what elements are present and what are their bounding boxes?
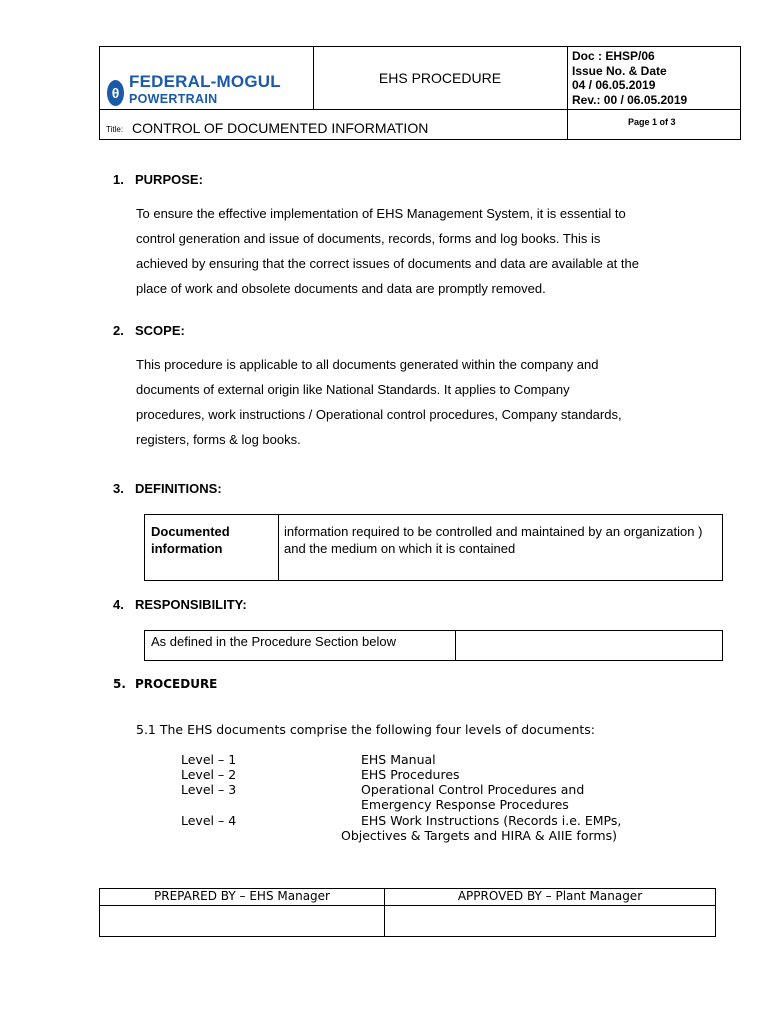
section-heading-procedure xyxy=(113,677,217,691)
page-number: Page 1 of 3 xyxy=(628,117,676,127)
section-heading-scope xyxy=(113,323,185,338)
header-divider xyxy=(100,109,740,110)
section-number: 4. xyxy=(113,597,124,612)
doc-info xyxy=(572,49,687,107)
document-header xyxy=(99,46,741,140)
company-name: FEDERAL-MOGUL xyxy=(129,72,281,91)
purpose-paragraph xyxy=(136,201,676,301)
definitions-table xyxy=(144,514,723,581)
term-line: information xyxy=(151,541,223,556)
section-heading-purpose xyxy=(113,172,203,187)
section-number: 2. xyxy=(113,323,124,338)
revision: Rev.: 00 / 06.05.2019 xyxy=(572,92,688,107)
issue-value: 04 / 06.05.2019 xyxy=(572,78,656,92)
definition-text xyxy=(284,523,702,557)
level-label: Level – 2 xyxy=(181,767,237,782)
title-label: Title: xyxy=(106,125,124,134)
prepared-by: PREPARED BY – EHS Manager xyxy=(154,889,330,903)
company-logo-icon: θ xyxy=(107,80,124,106)
doc-type-title: EHS PROCEDURE xyxy=(378,70,502,86)
header-divider xyxy=(567,47,568,139)
level-label: Level – 3 xyxy=(181,782,237,797)
level-description-cont: Objectives & Targets and HIRA & AIIE forms) xyxy=(341,828,617,843)
section-title: PROCEDURE xyxy=(135,677,218,691)
level-description: Operational Control Procedures and xyxy=(361,782,585,797)
section-title: PURPOSE: xyxy=(135,172,203,187)
purpose-line: control generation and issue of documents, records, forms and log books. This is xyxy=(136,231,601,246)
doc-title: CONTROL OF DOCUMENTED INFORMATION xyxy=(132,120,429,136)
table-divider xyxy=(278,515,279,580)
responsibility-text: As defined in the Procedure Section below xyxy=(151,634,396,649)
level-label: Level – 4 xyxy=(181,813,237,828)
section-heading-definitions xyxy=(113,481,222,496)
level-description: EHS Procedures xyxy=(361,767,460,782)
responsibility-table xyxy=(144,630,723,661)
purpose-line: place of work and obsolete documents and data are promptly removed. xyxy=(136,281,546,296)
scope-line: procedures, work instructions / Operational control procedures, Company standards, xyxy=(136,407,622,422)
section-number: 1. xyxy=(113,172,124,187)
definition-line: and the medium on which it is contained xyxy=(284,541,516,556)
table-divider xyxy=(100,905,715,906)
section-number: 5. xyxy=(113,677,126,691)
section-title: RESPONSIBILITY: xyxy=(135,597,247,612)
table-divider xyxy=(455,631,456,660)
issue-label: Issue No. & Date xyxy=(572,63,667,78)
section-title: SCOPE: xyxy=(135,323,185,338)
level-label: Level – 1 xyxy=(181,752,237,767)
level-description: EHS Work Instructions (Records i.e. EMPs, xyxy=(361,813,622,828)
purpose-line: achieved by ensuring that the correct issues of documents and data are available at the xyxy=(136,256,639,271)
purpose-line: To ensure the effective implementation of EHS Management System, it is essential to xyxy=(136,206,626,221)
scope-paragraph xyxy=(136,352,676,452)
section-title: DEFINITIONS: xyxy=(135,481,222,496)
scope-line: This procedure is applicable to all documents generated within the company and xyxy=(136,357,599,372)
scope-line: documents of external origin like National Standards. It applies to Company xyxy=(136,382,570,397)
procedure-intro: 5.1 The EHS documents comprise the following four levels of documents: xyxy=(136,722,596,737)
approval-table xyxy=(99,888,716,937)
level-description: EHS Manual xyxy=(361,752,436,767)
section-number: 3. xyxy=(113,481,124,496)
term-line: Documented xyxy=(151,524,230,539)
approved-by: APPROVED BY – Plant Manager xyxy=(457,889,643,903)
definition-line: information required to be controlled and maintained by an organization ) xyxy=(284,524,703,539)
level-description-cont: Emergency Response Procedures xyxy=(361,797,569,812)
scope-line: registers, forms & log books. xyxy=(136,432,301,447)
company-division: POWERTRAIN xyxy=(129,92,218,106)
doc-number: Doc : EHSP/06 xyxy=(572,49,655,63)
section-heading-responsibility xyxy=(113,597,247,612)
definition-term xyxy=(151,523,230,557)
